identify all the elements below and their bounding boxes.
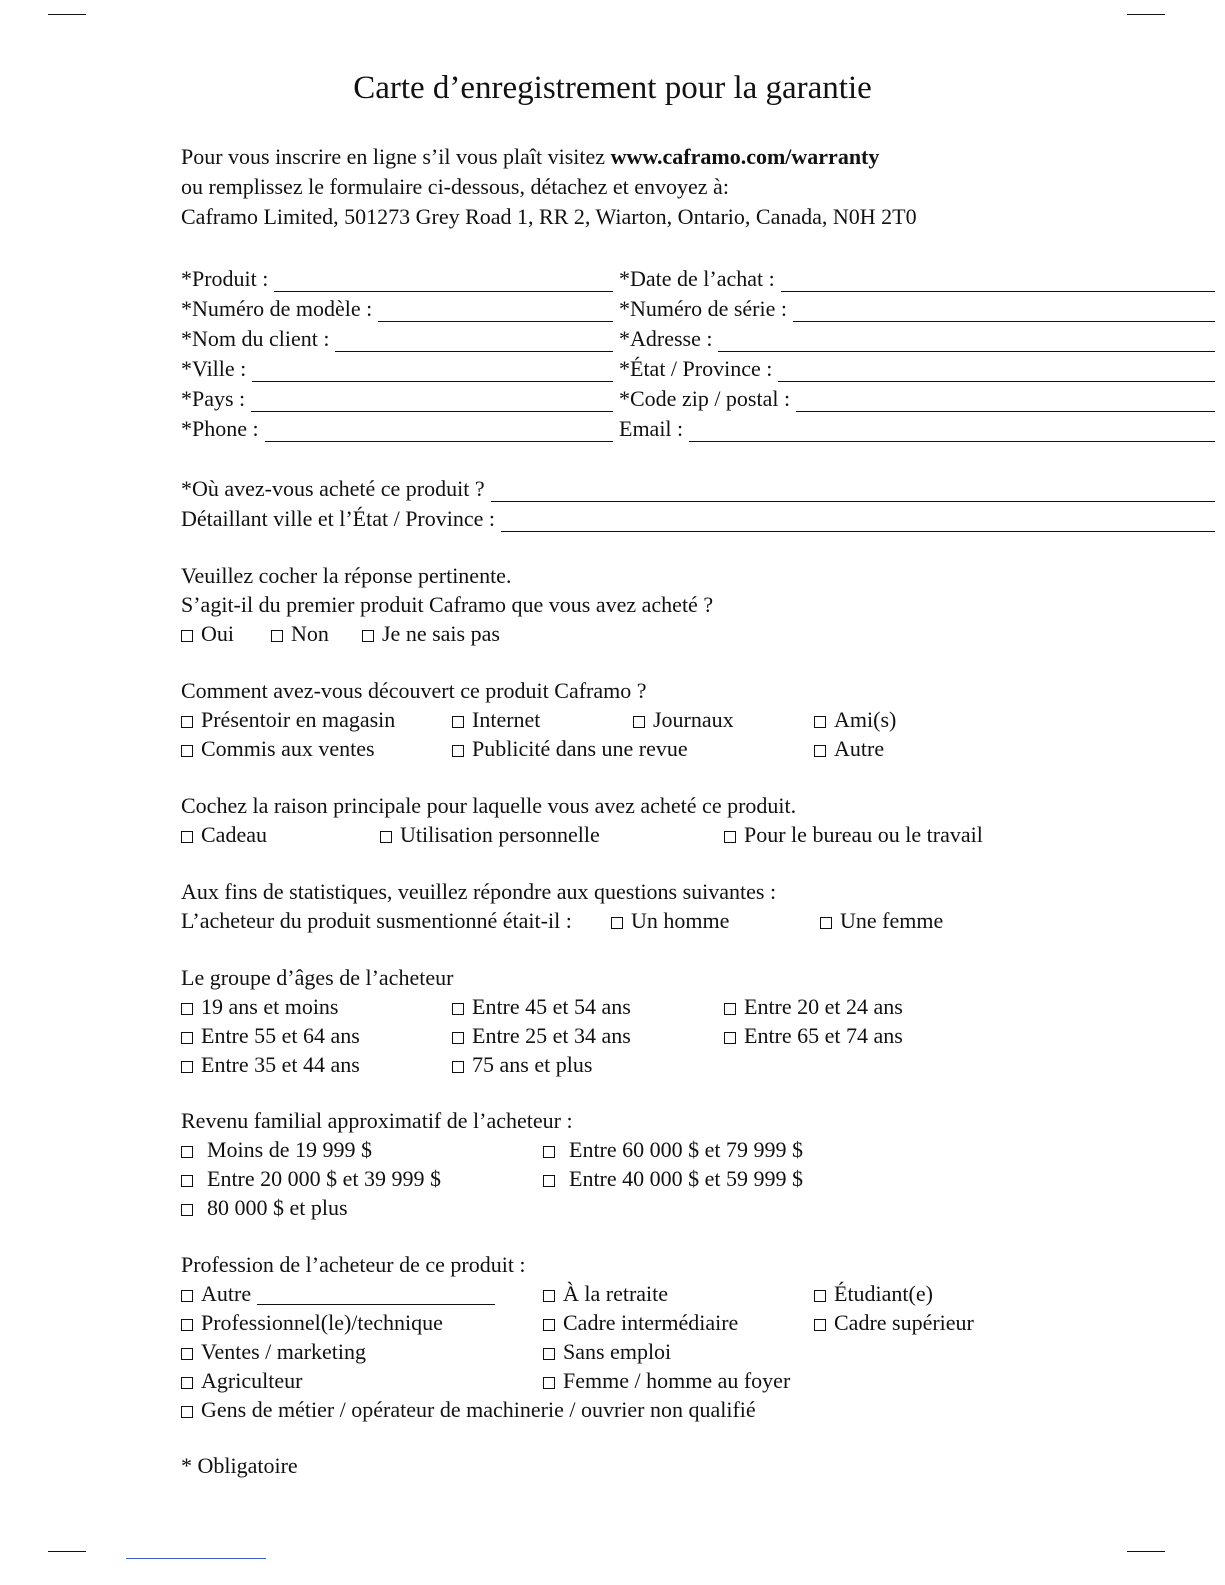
income-question: Revenu familial approximatif de l’acheteur : — [181, 1108, 573, 1133]
checkbox-icon[interactable] — [724, 1032, 736, 1044]
field-row-3 — [181, 322, 1031, 352]
country-field[interactable] — [181, 382, 613, 412]
option-label: 75 ans et plus — [472, 1052, 593, 1077]
option-magazine-ad[interactable] — [452, 736, 688, 762]
checkbox-icon[interactable] — [633, 716, 645, 728]
serial-number-label: *Numéro de série : — [619, 296, 787, 321]
required-footnote: * Obligatoire — [181, 1453, 298, 1478]
reason-question: Cochez la raison principale pour laquelle vous avez acheté ce produit. — [181, 793, 797, 818]
option-label: Ami(s) — [834, 707, 897, 732]
option-label: Une femme — [840, 908, 944, 933]
state-province-label: *État / Province : — [619, 356, 773, 381]
checkbox-icon[interactable] — [181, 1290, 193, 1302]
option-label: Entre 25 et 34 ans — [472, 1023, 631, 1048]
product-line[interactable] — [274, 269, 613, 292]
email-label: Email : — [619, 416, 684, 441]
option-label: Oui — [201, 621, 234, 646]
checkbox-icon[interactable] — [181, 1406, 193, 1418]
checkbox-icon[interactable] — [543, 1377, 555, 1389]
intro-line-2: ou remplissez le formulaire ci-dessous, détachez et envoyez à: — [181, 174, 729, 199]
where-purchased-field[interactable] — [181, 472, 1215, 502]
product-label: *Produit : — [181, 266, 269, 291]
checkbox-icon[interactable] — [181, 1146, 193, 1158]
model-number-field[interactable] — [181, 292, 613, 322]
option-income-40k-60k[interactable] — [543, 1166, 803, 1192]
option-label: Journaux — [653, 707, 734, 732]
purchase-date-label: *Date de l’achat : — [619, 266, 775, 291]
checkbox-icon[interactable] — [452, 1061, 464, 1073]
state-province-field[interactable] — [619, 352, 1215, 382]
retailer-label: Détaillant ville et l’État / Province : — [181, 506, 496, 531]
option-age-75-plus[interactable] — [452, 1052, 592, 1078]
option-label: Entre 40 000 $ et 59 999 $ — [569, 1166, 804, 1191]
checkbox-icon[interactable] — [181, 1032, 193, 1044]
option-prof-other[interactable] — [181, 1281, 495, 1307]
retailer-line[interactable] — [501, 509, 1215, 532]
checkbox-icon[interactable] — [611, 917, 623, 929]
option-dont-know[interactable] — [362, 621, 500, 647]
purchase-date-field[interactable] — [619, 262, 1215, 292]
checkbox-icon[interactable] — [181, 1175, 193, 1187]
checkbox-icon[interactable] — [543, 1146, 555, 1158]
checkbox-icon[interactable] — [181, 831, 193, 843]
option-non[interactable] — [271, 621, 329, 647]
field-row-8 — [181, 502, 1031, 532]
option-label: Utilisation personnelle — [400, 822, 600, 847]
crop-mark — [48, 1551, 86, 1552]
option-prof-sales-marketing[interactable] — [181, 1339, 366, 1365]
option-prof-trades[interactable] — [181, 1397, 756, 1423]
state-province-line[interactable] — [778, 359, 1215, 382]
checkbox-icon[interactable] — [452, 1003, 464, 1015]
footer-rule — [126, 1558, 266, 1559]
field-row-7 — [181, 472, 1031, 502]
stats-intro: Aux fins de statistiques, veuillez répondre aux questions suivantes : — [181, 879, 777, 904]
checkbox-icon[interactable] — [362, 630, 374, 642]
phone-field[interactable] — [181, 412, 613, 442]
serial-number-line[interactable] — [793, 299, 1215, 322]
field-row-2 — [181, 292, 1031, 322]
crop-mark — [48, 14, 86, 15]
option-income-under-20k[interactable] — [181, 1137, 372, 1163]
option-man[interactable] — [611, 908, 729, 934]
field-row-6 — [181, 412, 1031, 442]
option-prof-unemployed[interactable] — [543, 1339, 671, 1365]
field-row-1 — [181, 262, 1031, 292]
option-label: Professionnel(le)/technique — [201, 1310, 443, 1335]
option-label: Moins de 19 999 $ — [207, 1137, 372, 1162]
checkbox-icon[interactable] — [820, 917, 832, 929]
field-row-4 — [181, 352, 1031, 382]
instruction-text: Veuillez cocher la réponse pertinente. — [181, 563, 512, 588]
option-label: Je ne sais pas — [382, 621, 500, 646]
checkbox-icon[interactable] — [380, 831, 392, 843]
intro-text — [181, 142, 917, 232]
customer-name-label: *Nom du client : — [181, 326, 330, 351]
option-age-19-under[interactable] — [181, 994, 339, 1020]
option-label: Publicité dans une revue — [472, 736, 688, 761]
option-age-65-74[interactable] — [724, 1023, 903, 1049]
email-field[interactable] — [619, 412, 1215, 442]
intro-line-3: Caframo Limited, 501273 Grey Road 1, RR 2, Wiarton, Ontario, Canada, N0H 2T0 — [181, 204, 917, 229]
option-label: Sans emploi — [563, 1339, 672, 1364]
option-prof-homemaker[interactable] — [543, 1368, 790, 1394]
option-age-20-24[interactable] — [724, 994, 903, 1020]
model-number-line[interactable] — [378, 299, 613, 322]
crop-mark — [1127, 14, 1165, 15]
option-label: Internet — [472, 707, 541, 732]
customer-name-line[interactable] — [335, 329, 613, 352]
option-newspapers[interactable] — [633, 707, 734, 733]
checkbox-icon[interactable] — [814, 716, 826, 728]
where-purchased-line[interactable] — [491, 479, 1215, 502]
discovery-question: Comment avez-vous découvert ce produit Caframo ? — [181, 678, 647, 703]
option-income-20k-40k[interactable] — [181, 1166, 441, 1192]
option-store-display[interactable] — [181, 707, 395, 733]
zip-postal-line[interactable] — [796, 389, 1215, 412]
city-label: *Ville : — [181, 356, 247, 381]
page-title: Carte d’enregistrement pour la garantie — [353, 70, 872, 106]
email-line[interactable] — [689, 419, 1215, 442]
serial-number-field[interactable] — [619, 292, 1215, 322]
city-field[interactable] — [181, 352, 613, 382]
option-label: Entre 20 et 24 ans — [744, 994, 903, 1019]
checkbox-icon[interactable] — [181, 745, 193, 757]
crop-mark — [1127, 1551, 1165, 1552]
option-prof-middle-manager[interactable] — [543, 1310, 738, 1336]
option-label: Entre 55 et 64 ans — [201, 1023, 360, 1048]
option-office-work[interactable] — [724, 822, 983, 848]
option-label: Femme / homme au foyer — [563, 1368, 791, 1393]
option-woman[interactable] — [820, 908, 943, 934]
checkbox-icon[interactable] — [181, 630, 193, 642]
purchase-date-line[interactable] — [781, 269, 1215, 292]
option-prof-retired[interactable] — [543, 1281, 668, 1307]
field-row-5 — [181, 382, 1031, 412]
option-label: Cadre supérieur — [834, 1310, 974, 1335]
checkbox-icon[interactable] — [271, 630, 283, 642]
option-label: Entre 20 000 $ et 39 999 $ — [207, 1166, 442, 1191]
checkbox-icon[interactable] — [814, 1319, 826, 1331]
option-age-25-34[interactable] — [452, 1023, 631, 1049]
age-question: Le groupe d’âges de l’acheteur — [181, 965, 454, 990]
option-income-80k-plus[interactable] — [181, 1195, 348, 1221]
other-profession-line[interactable] — [257, 1284, 495, 1305]
checkbox-icon[interactable] — [181, 1319, 193, 1331]
checkbox-icon[interactable] — [181, 1204, 193, 1216]
checkbox-icon[interactable] — [814, 1290, 826, 1302]
address-label: *Adresse : — [619, 326, 713, 351]
checkbox-icon[interactable] — [181, 1348, 193, 1360]
checkbox-icon[interactable] — [724, 831, 736, 843]
option-label: Étudiant(e) — [834, 1281, 933, 1306]
zip-postal-field[interactable] — [619, 382, 1215, 412]
where-purchased-label: *Où avez-vous acheté ce produit ? — [181, 476, 485, 501]
option-prof-senior-manager[interactable] — [814, 1310, 974, 1336]
customer-name-field[interactable] — [181, 322, 613, 352]
city-line[interactable] — [252, 359, 613, 382]
option-other[interactable] — [814, 736, 884, 762]
option-age-35-44[interactable] — [181, 1052, 360, 1078]
option-label: Entre 45 et 54 ans — [472, 994, 631, 1019]
checkbox-icon[interactable] — [452, 716, 464, 728]
option-label: Cadre intermédiaire — [563, 1310, 739, 1335]
option-label: Pour le bureau ou le travail — [744, 822, 983, 847]
checkbox-icon[interactable] — [181, 716, 193, 728]
option-prof-professional[interactable] — [181, 1310, 443, 1336]
option-label: Ventes / marketing — [201, 1339, 366, 1364]
retailer-field[interactable] — [181, 502, 1215, 532]
option-personal-use[interactable] — [380, 822, 600, 848]
checkbox-icon[interactable] — [181, 1003, 193, 1015]
option-oui[interactable] — [181, 621, 234, 647]
country-label: *Pays : — [181, 386, 246, 411]
intro-line-1-text: Pour vous inscrire en ligne s’il vous plaît visitez — [181, 144, 611, 169]
option-label: Gens de métier / opérateur de machinerie / ouvrier non qualifié — [201, 1397, 756, 1422]
country-line[interactable] — [251, 389, 613, 412]
option-label: Entre 60 000 $ et 79 999 $ — [569, 1137, 804, 1162]
option-sales-clerk[interactable] — [181, 736, 375, 762]
option-prof-student[interactable] — [814, 1281, 933, 1307]
option-label: Entre 65 et 74 ans — [744, 1023, 903, 1048]
option-label: Commis aux ventes — [201, 736, 375, 761]
checkbox-icon[interactable] — [543, 1348, 555, 1360]
checkbox-icon[interactable] — [543, 1175, 555, 1187]
warranty-url-link[interactable]: www.caframo.com/warranty — [610, 144, 880, 169]
address-line[interactable] — [718, 329, 1215, 352]
zip-postal-label: *Code zip / postal : — [619, 386, 791, 411]
option-label: Autre — [834, 736, 885, 761]
checkbox-icon[interactable] — [181, 1061, 193, 1073]
option-label: 19 ans et moins — [201, 994, 339, 1019]
product-field[interactable] — [181, 262, 613, 292]
checkbox-icon[interactable] — [543, 1319, 555, 1331]
checkbox-icon[interactable] — [543, 1290, 555, 1302]
checkbox-icon[interactable] — [181, 1377, 193, 1389]
model-number-label: *Numéro de modèle : — [181, 296, 373, 321]
option-label: Un homme — [631, 908, 730, 933]
checkbox-icon[interactable] — [452, 1032, 464, 1044]
gender-question: L’acheteur du produit susmentionné était-il : — [181, 908, 572, 933]
option-gift[interactable] — [181, 822, 267, 848]
option-label: Présentoir en magasin — [201, 707, 396, 732]
option-label: Cadeau — [201, 822, 267, 847]
option-label: Non — [291, 621, 329, 646]
option-age-45-54[interactable] — [452, 994, 631, 1020]
checkbox-icon[interactable] — [452, 745, 464, 757]
option-income-60k-80k[interactable] — [543, 1137, 803, 1163]
option-age-55-64[interactable] — [181, 1023, 360, 1049]
option-label: Agriculteur — [201, 1368, 303, 1393]
checkbox-icon[interactable] — [724, 1003, 736, 1015]
address-field[interactable] — [619, 322, 1215, 352]
phone-line[interactable] — [265, 419, 613, 442]
option-label: 80 000 $ et plus — [207, 1195, 348, 1220]
first-product-question: S’agit-il du premier produit Caframo que vous avez acheté ? — [181, 592, 714, 617]
option-internet[interactable] — [452, 707, 540, 733]
phone-label: *Phone : — [181, 416, 259, 441]
option-prof-farmer[interactable] — [181, 1368, 302, 1394]
option-label: À la retraite — [563, 1281, 669, 1306]
checkbox-icon[interactable] — [814, 745, 826, 757]
option-label: Autre — [201, 1281, 252, 1306]
intro-line-1 — [181, 142, 917, 172]
profession-question: Profession de l’acheteur de ce produit : — [181, 1252, 526, 1277]
option-friends[interactable] — [814, 707, 896, 733]
option-label: Entre 35 et 44 ans — [201, 1052, 360, 1077]
